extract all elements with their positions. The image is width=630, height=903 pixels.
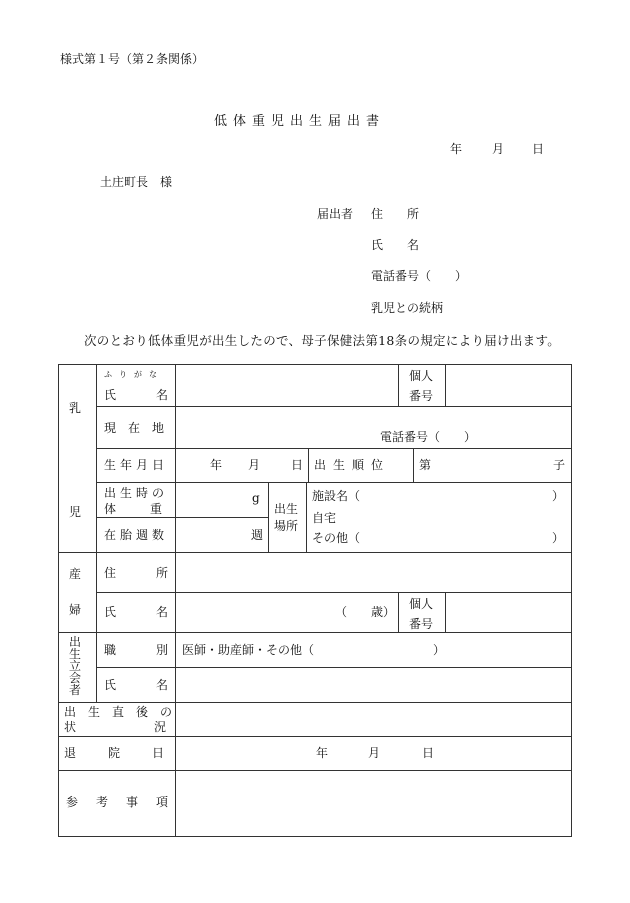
infant-section-bottom: 児 bbox=[69, 505, 82, 519]
page-title: 低体重児出生届出書 bbox=[214, 114, 386, 129]
mother-personal-no-2: 番号 bbox=[409, 617, 434, 631]
birth-weight-label-1: 出生時の bbox=[104, 486, 169, 500]
mother-address-input[interactable] bbox=[180, 558, 566, 586]
furigana-label: ふりがな bbox=[104, 370, 164, 379]
week-unit: 週 bbox=[251, 528, 264, 542]
birth-place-label-1: 出生 bbox=[274, 502, 299, 516]
facility-close: ） bbox=[552, 489, 565, 503]
applicant-phone: 電話番号（ ） bbox=[371, 269, 468, 283]
attendant-section: 出 生 立 会 者 bbox=[69, 635, 82, 697]
birth-place-label-2: 場所 bbox=[274, 519, 299, 533]
other-close: ） bbox=[552, 531, 565, 545]
applicant-relation: 乳児との続柄 bbox=[371, 301, 444, 315]
birth-order-label: 出生順位 bbox=[314, 458, 391, 472]
attendant-name-label: 氏名 bbox=[104, 678, 209, 692]
infant-address-label: 現在地 bbox=[104, 421, 177, 435]
birth-date-month: 月 bbox=[248, 458, 261, 472]
condition-label-1: 出生直後の bbox=[64, 705, 185, 719]
birth-date-label: 生年月日 bbox=[104, 458, 169, 472]
mother-address-label: 住所 bbox=[104, 566, 209, 580]
gestation-label: 在胎週数 bbox=[104, 528, 169, 542]
occupation-label: 職別 bbox=[104, 643, 209, 657]
intro-text: 次のとおり低体重児が出生したので、母子保健法第18条の規定により届け出ます。 bbox=[84, 333, 561, 348]
birth-weight-label-2: 体重 bbox=[104, 502, 197, 516]
infant-personal-no-2: 番号 bbox=[409, 389, 434, 403]
mother-age: （ 歳） bbox=[335, 605, 396, 619]
mother-personal-no-1: 個人 bbox=[409, 597, 434, 611]
applicant-address: 住 所 bbox=[371, 207, 420, 221]
mother-name-label: 氏名 bbox=[104, 605, 209, 619]
discharge-label: 退院日 bbox=[64, 746, 197, 760]
discharge-year: 年 bbox=[316, 746, 329, 760]
date-day: 日 bbox=[532, 142, 545, 156]
birth-date-day: 日 bbox=[291, 458, 304, 472]
occupation-options[interactable]: 医師・助産師・その他（ bbox=[182, 643, 315, 657]
notes-label: 参考事項 bbox=[66, 795, 187, 809]
occupation-close: ） bbox=[433, 643, 446, 657]
infant-personal-no-1: 個人 bbox=[409, 369, 434, 383]
birth-order-prefix: 第 bbox=[419, 458, 432, 472]
applicant-name: 氏 名 bbox=[371, 238, 420, 252]
other-label: その他（ bbox=[312, 531, 361, 545]
mother-section-top: 産 bbox=[69, 567, 82, 581]
weight-unit: g bbox=[252, 491, 260, 505]
condition-label-2: 状況 bbox=[64, 720, 245, 734]
facility-label: 施設名（ bbox=[312, 489, 361, 503]
notification-form bbox=[58, 364, 572, 837]
birth-order-suffix: 子 bbox=[553, 458, 566, 472]
infant-section-top: 乳 bbox=[69, 401, 82, 415]
birth-date-year: 年 bbox=[210, 458, 223, 472]
discharge-month: 月 bbox=[368, 746, 381, 760]
infant-address-input[interactable] bbox=[180, 414, 566, 444]
infant-name-label: 氏名 bbox=[104, 388, 209, 402]
home-label: 自宅 bbox=[312, 511, 337, 525]
infant-phone-label: 電話番号（ ） bbox=[380, 430, 477, 444]
infant-personal-no-input[interactable] bbox=[450, 370, 566, 400]
discharge-day: 日 bbox=[422, 746, 435, 760]
notes-input[interactable] bbox=[180, 776, 566, 831]
date-year: 年 bbox=[450, 142, 463, 156]
mother-section-bottom: 婦 bbox=[69, 603, 82, 617]
infant-name-input[interactable] bbox=[180, 378, 392, 400]
date-month: 月 bbox=[492, 142, 505, 156]
form-number: 様式第１号（第２条関係） bbox=[60, 52, 205, 66]
applicant-label: 届出者 bbox=[317, 207, 354, 221]
addressee: 土庄町長 様 bbox=[100, 175, 173, 189]
